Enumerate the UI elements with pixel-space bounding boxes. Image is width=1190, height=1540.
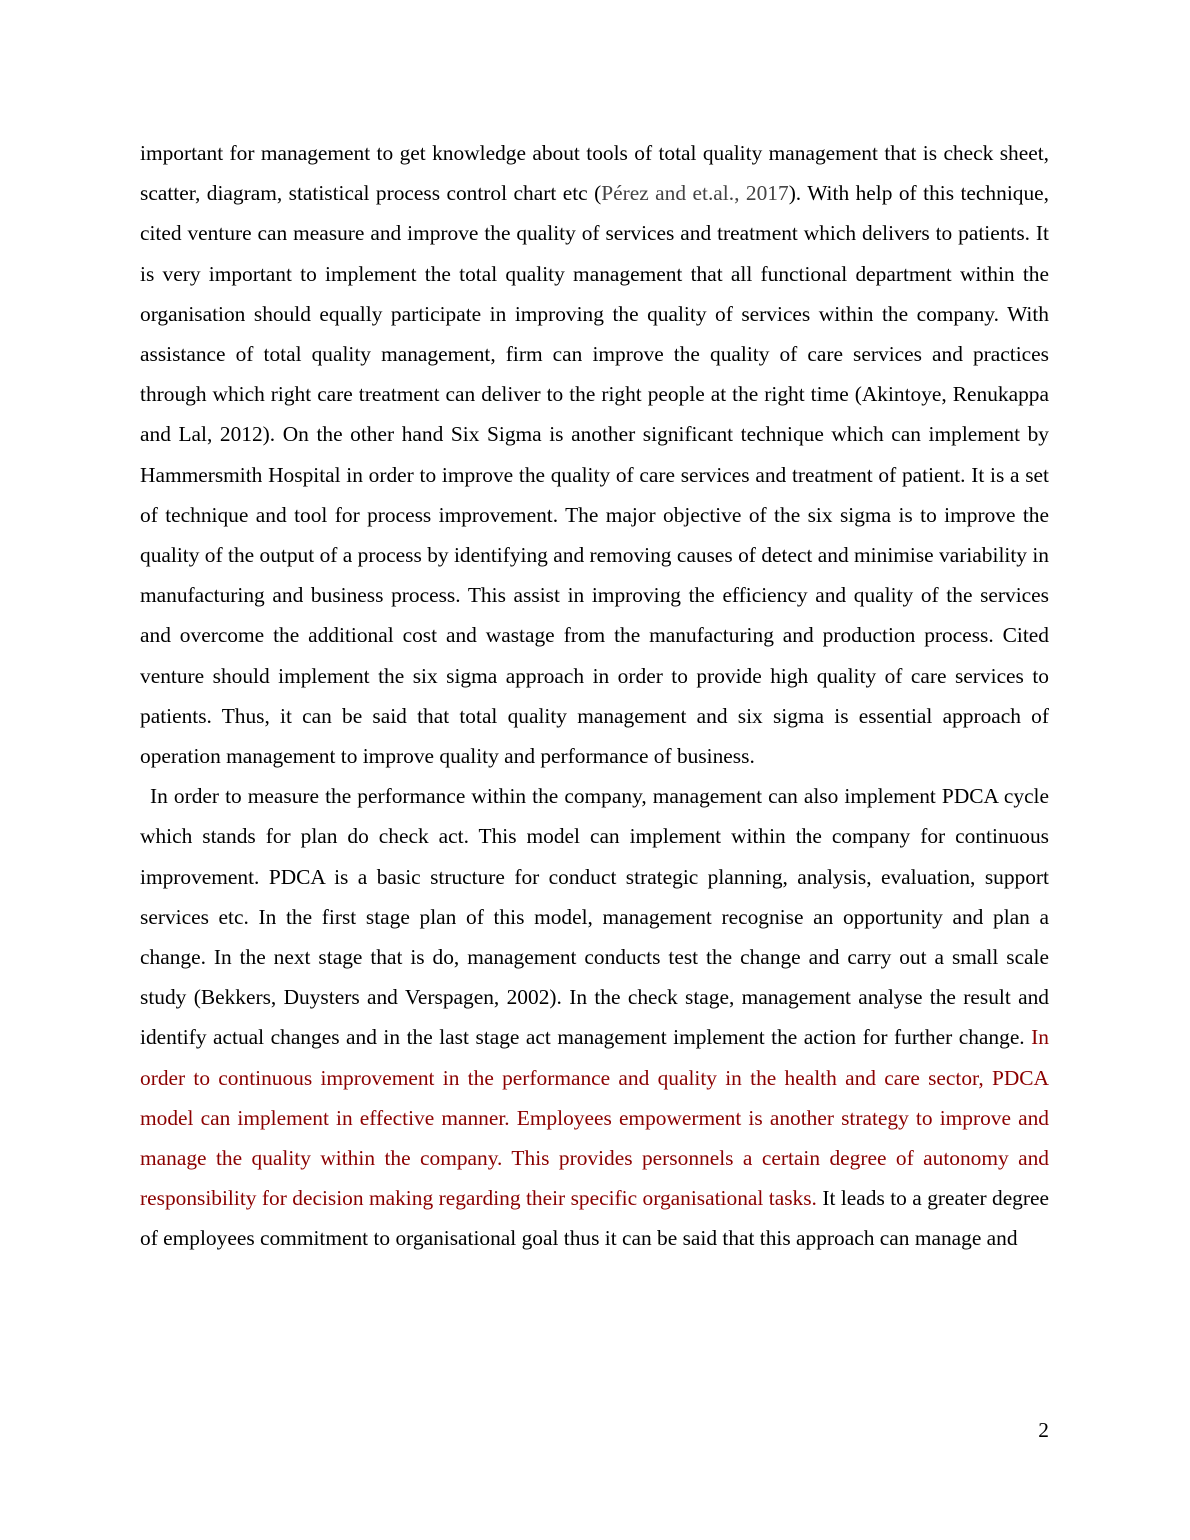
page-number: 2 — [1038, 1418, 1049, 1442]
paragraph-2-run-1: In order to measure the performance within the company, management can also implement PDCA cycle which stands for plan do check act. This model can implement within the company for continuous improvement. PDCA is a basic structure for conduct strategic planning, analysis, evaluation, support services etc. In the first stage plan of this model, management recognise an opportunity and plan a change. In the next stage that is do, management conducts test the change and carry out a small scale study (Bekkers, Duysters and Verspagen, 2002). In the check stage, management analyse the result and identify actual changes and in the last stage act management implement the action for further change. — [140, 784, 1049, 1050]
highlighted-red-text: In order to continuous improvement in the performance and quality in the health and care sector, PDCA model can implement in effective manner. Employees empowerment is another strategy to improve and manage the quality within the company. This provides personnels a certain degree of autonomy and responsibility for decision making regarding their specific organisational tasks. — [140, 1025, 1049, 1211]
paragraph-1-run-1: important for management to get knowledge about tools of total quality management that is check sheet, scatter, diagram, statistical process control chart etc ( — [140, 141, 1049, 206]
paragraph-1 — [140, 133, 1049, 776]
body-text — [140, 133, 1049, 1259]
paragraph-2 — [140, 776, 1049, 1258]
paragraph-1-run-3: ). With help of this technique, cited venture can measure and improve the quality of services and treatment which delivers to patients. It is very important to implement the total quality management that all functional department within the organisation should equally participate in improving the quality of services within the company. With assistance of total quality management, firm can improve the quality of care services and practices through which right care treatment can deliver to the right people at the right time (Akintoye, Renukappa and Lal, 2012). On the other hand Six Sigma is another significant technique which can implement by Hammersmith Hospital in order to improve the quality of care services and treatment of patient. It is a set of technique and tool for process improvement. The major objective of the six sigma is to improve the quality of the output of a process by identifying and removing causes of detect and minimise variability in manufacturing and business process. This assist in improving the efficiency and quality of the services and overcome the additional cost and wastage from the manufacturing and production process. Cited venture should implement the six sigma approach in order to provide high quality of care services to patients. Thus, it can be said that total quality management and six sigma is essential approach of operation management to improve quality and performance of business. — [140, 181, 1049, 769]
citation-perez-2017: Pérez and et.al., 2017 — [601, 181, 789, 206]
paragraph-2-run-3: It leads to a greater degree of employees commitment to organisational goal thus it can be said that this approach can manage and — [140, 1186, 1049, 1251]
